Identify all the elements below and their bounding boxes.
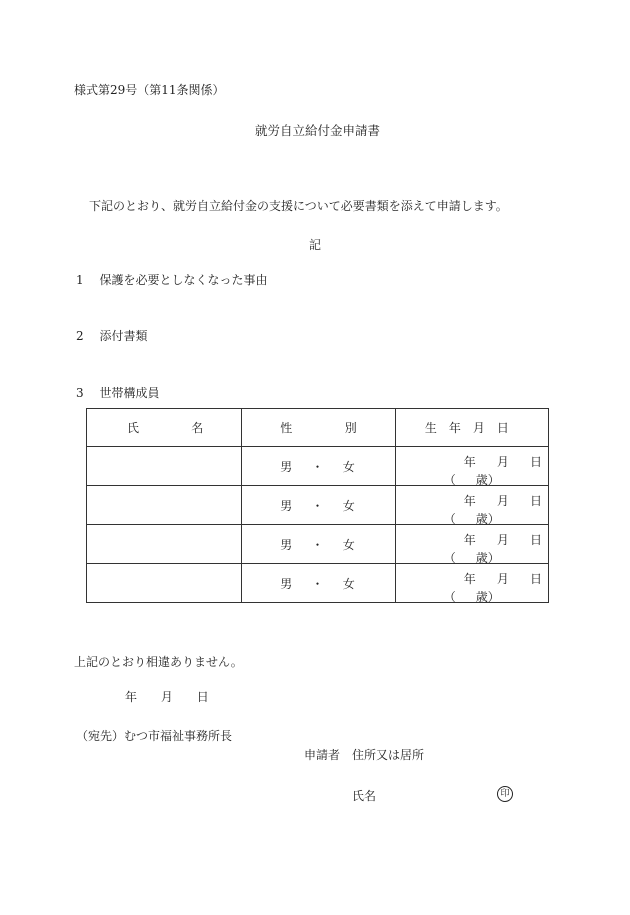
header-sex: 性 別 [242, 409, 395, 447]
member-sex-cell[interactable]: 男 ・ 女 [242, 564, 395, 603]
form-title: 就労自立給付金申請書 [255, 123, 381, 138]
section-label: 添付書類 [99, 329, 148, 343]
applicant-name-label: 氏名 [352, 789, 377, 803]
male-option[interactable]: 男 [280, 459, 293, 474]
table-row [87, 564, 549, 603]
ki-heading: 記 [309, 238, 322, 252]
table-row [87, 486, 549, 525]
female-option[interactable]: 女 [342, 498, 355, 513]
intro-text: 下記のとおり、就労自立給付金の支援について必要書類を添えて申請します。 [89, 199, 508, 213]
applicant-label: 申請者 [304, 748, 341, 762]
section-3 [76, 384, 159, 401]
header-name: 氏 名 [87, 409, 242, 447]
table-row [87, 525, 549, 564]
male-option[interactable]: 男 [280, 576, 293, 591]
addressee: （宛先）むつ市福祉事務所長 [76, 729, 233, 743]
section-number: 3 [76, 386, 84, 400]
member-name-cell[interactable] [87, 564, 242, 603]
seal-icon: 印 [497, 786, 513, 802]
member-name-cell[interactable] [87, 486, 242, 525]
table-row [87, 447, 549, 486]
section-number: 2 [76, 329, 84, 343]
header-dob: 生 年 月 日 [395, 409, 548, 447]
address-label: 住所又は居所 [352, 748, 425, 762]
male-option[interactable]: 男 [280, 498, 293, 513]
member-sex-cell[interactable]: 男 ・ 女 [242, 486, 395, 525]
address-field[interactable] [430, 744, 570, 762]
member-dob-cell[interactable]: 年 月 日 （ 歳） [395, 564, 548, 603]
member-name-cell[interactable] [87, 525, 242, 564]
section-2 [76, 327, 147, 344]
male-option[interactable]: 男 [280, 537, 293, 552]
member-dob-cell[interactable]: 年 月 日 （ 歳） [395, 525, 548, 564]
household-members-table [86, 408, 549, 603]
member-sex-cell[interactable]: 男 ・ 女 [242, 525, 395, 564]
application-date[interactable]: 年 月 日 [125, 690, 209, 704]
section-1 [76, 271, 267, 288]
member-dob-cell[interactable]: 年 月 日 （ 歳） [395, 447, 548, 486]
section-label: 世帯構成員 [99, 386, 160, 400]
section-number: 1 [76, 273, 84, 287]
section-label: 保護を必要としなくなった事由 [99, 273, 268, 287]
member-name-cell[interactable] [87, 447, 242, 486]
member-sex-cell[interactable]: 男 ・ 女 [242, 447, 395, 486]
female-option[interactable]: 女 [342, 459, 355, 474]
female-option[interactable]: 女 [342, 537, 355, 552]
table-header-row [87, 409, 549, 447]
declaration-text: 上記のとおり相違ありません。 [74, 655, 243, 669]
female-option[interactable]: 女 [342, 576, 355, 591]
form-number: 様式第29号（第11条関係） [74, 83, 225, 97]
applicant-name-field[interactable] [382, 785, 492, 803]
member-dob-cell[interactable]: 年 月 日 （ 歳） [395, 486, 548, 525]
